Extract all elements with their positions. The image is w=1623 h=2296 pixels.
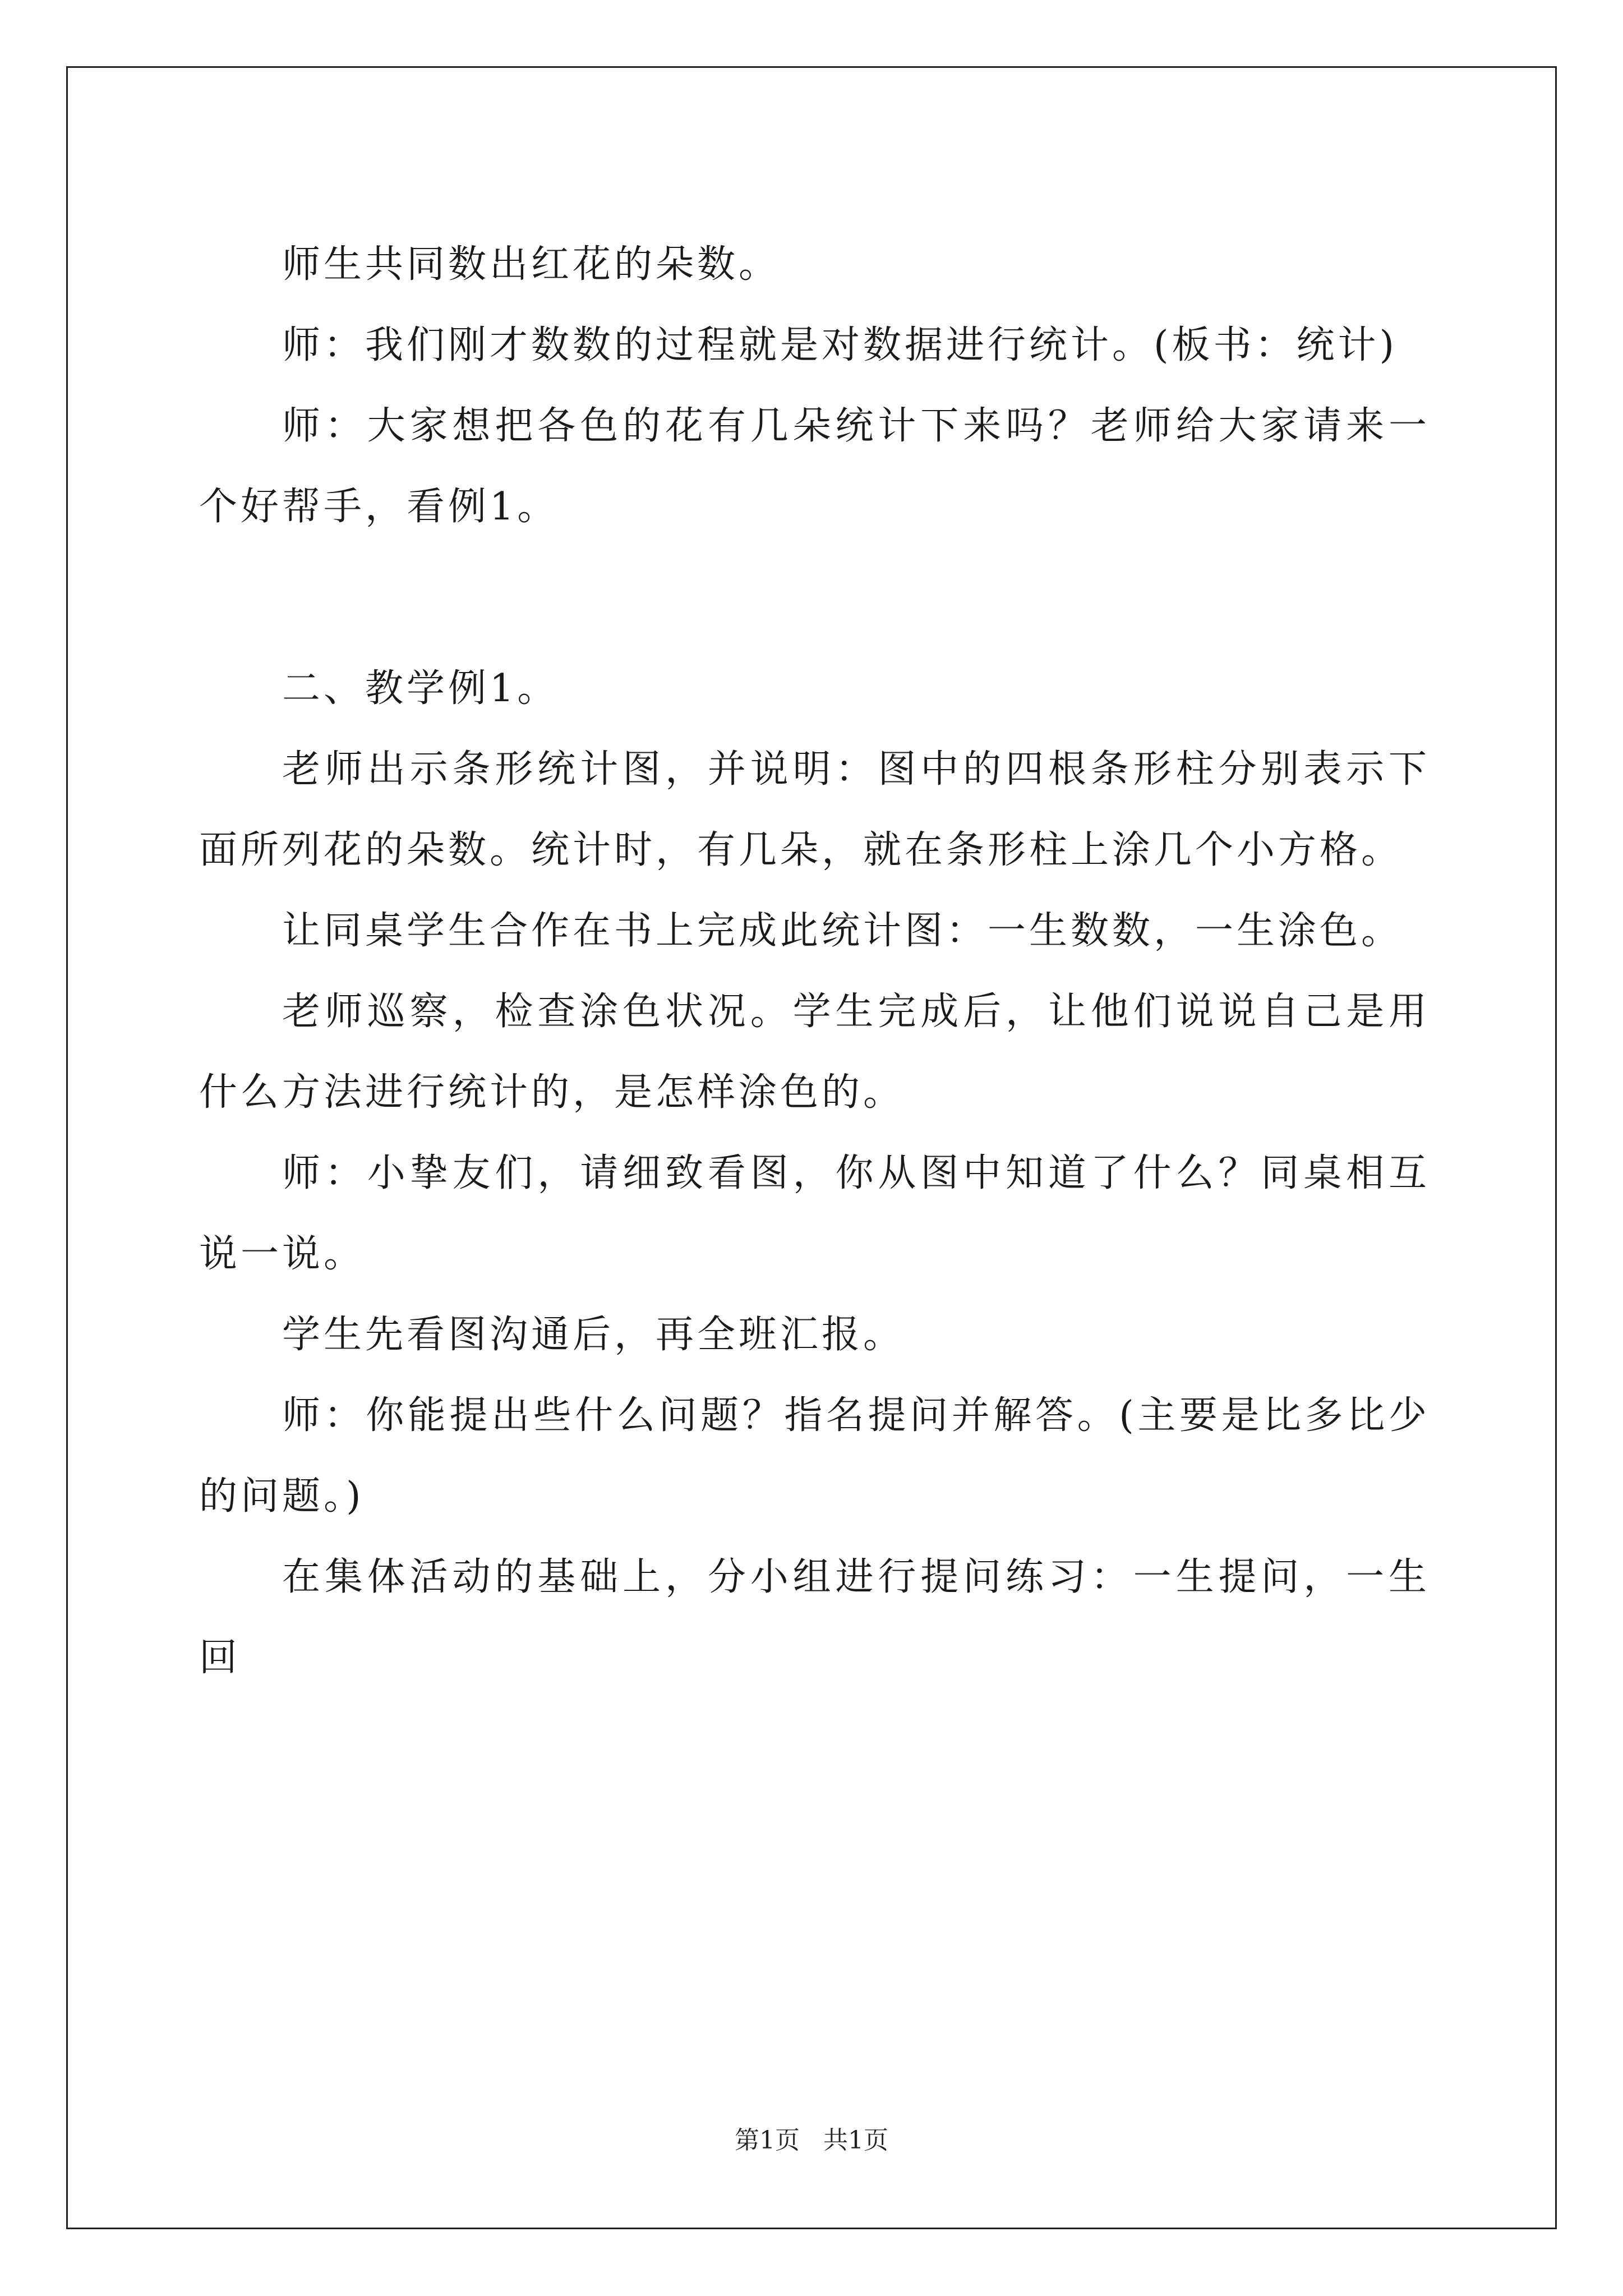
paragraph: 师：我们刚才数数的过程就是对数据进行统计。(板书：统计) bbox=[282, 323, 1398, 367]
paragraph: 在集体活动的基础上，分小组进行提问练习：一生提问，一生回 bbox=[199, 1555, 1430, 1680]
page-number: 第1页 bbox=[735, 2126, 800, 2155]
section-heading: 二、教学例1。 bbox=[282, 666, 559, 711]
paragraph: 师：小挚友们，请细致看图，你从图中知道了什么？同桌相互说一说。 bbox=[199, 1151, 1430, 1276]
page-total: 共1页 bbox=[823, 2126, 888, 2155]
paragraph: 让同桌学生合作在书上完成此统计图：一生数数，一生涂色。 bbox=[282, 909, 1403, 953]
paragraph: 老师巡察，检查涂色状况。学生完成后，让他们说说自己是用什么方法进行统计的，是怎样涂色的。 bbox=[199, 990, 1430, 1115]
paragraph: 老师出示条形统计图，并说明：图中的四根条形柱分别表示下面所列花的朵数。统计时，有几朵，就在条形柱上涂几个小方格。 bbox=[199, 747, 1430, 872]
paragraph: 师：你能提出些什么问题？指名提问并解答。(主要是比多比少的问题。) bbox=[199, 1393, 1431, 1519]
paragraph: 学生先看图沟通后，再全班汇报。 bbox=[282, 1313, 905, 1357]
document-body bbox=[199, 224, 1430, 1699]
page-footer bbox=[0, 2124, 1623, 2157]
paragraph: 师：大家想把各色的花有几朵统计下来吗？老师给大家请来一个好帮手，看例1。 bbox=[199, 404, 1430, 529]
paragraph: 师生共同数出红花的朵数。 bbox=[282, 242, 781, 287]
